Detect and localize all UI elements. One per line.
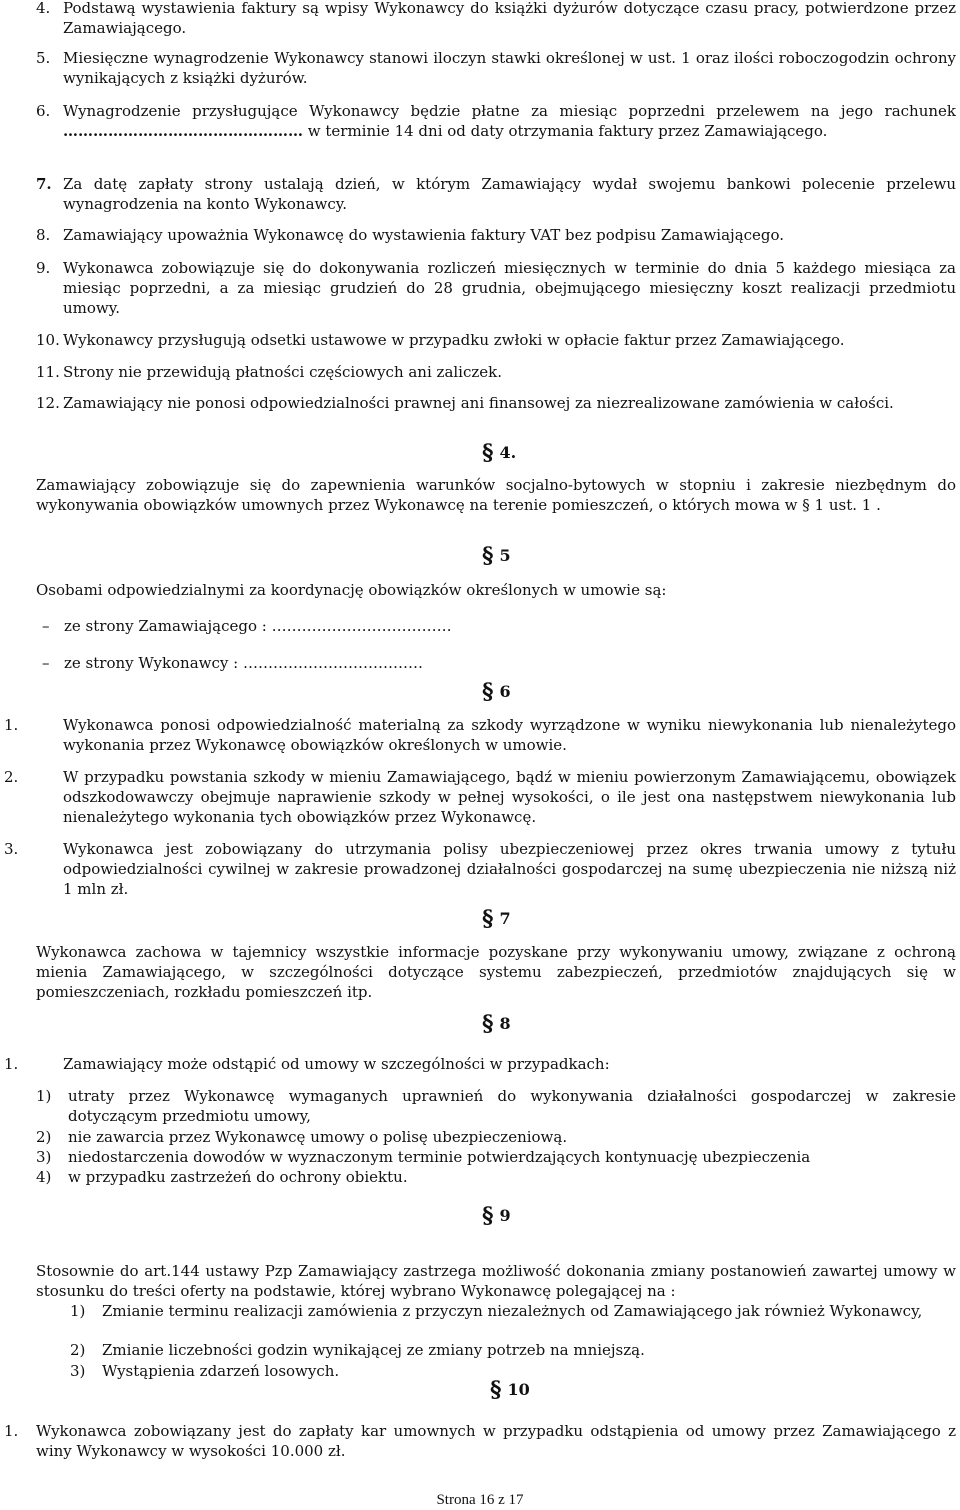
list-item xyxy=(4,1054,956,1074)
list-item xyxy=(36,258,956,318)
section-heading-10: § 10 xyxy=(490,1377,530,1403)
sub-item: 3) Wystąpienia zdarzeń losowych. xyxy=(70,1362,340,1380)
list-item xyxy=(36,393,956,413)
item-text: Wykonawcy przysługują odsetki ustawowe w przypadku zwłoki w opłacie faktur przez Zamawiającego. xyxy=(63,331,845,349)
list-item xyxy=(4,839,956,899)
list-item xyxy=(36,0,956,38)
section-heading-8: § 8 xyxy=(482,1011,511,1037)
section-heading-6: § 6 xyxy=(482,679,511,705)
list-item xyxy=(4,1421,956,1461)
list-item xyxy=(36,101,956,141)
item-number: 2. xyxy=(4,768,19,786)
list-item xyxy=(36,48,956,88)
section-sign: § xyxy=(490,1377,502,1403)
list-item xyxy=(36,330,956,350)
item-number: 11. xyxy=(36,363,60,381)
item-number: 4. xyxy=(36,0,51,17)
item-text: Miesięczne wynagrodzenie Wykonawcy stanowi iloczyn stawki określonej w ust. 1 oraz ilości roboczogodzin ochrony wynikających z książki dyżurów. xyxy=(63,49,956,87)
section-sign: § xyxy=(482,679,494,705)
section-sign: § xyxy=(482,440,494,466)
account-number-blank: ………………………………………… xyxy=(63,122,303,140)
list-item xyxy=(36,362,956,382)
section-sign: § xyxy=(482,906,494,932)
item-number: 1. xyxy=(4,716,19,734)
item-text: Zamawiający może odstąpić od umowy w szczególności w przypadkach: xyxy=(63,1055,610,1073)
list-item xyxy=(36,174,956,214)
item-text: Wykonawca jest zobowiązany do utrzymania polisy ubezpieczeniowej przez okres trwania umowy z tytułu odpowiedzialności cywilnej w zakresie prowadzonej działalności gospodarczej na sumę ubezpieczenia nie niższą niż 1 mln zł. xyxy=(63,840,956,898)
list-item xyxy=(36,225,956,245)
coordinator-line-employer: – ze strony Zamawiającego : ……………………………… xyxy=(42,617,452,635)
item-text: Wykonawca zobowiązany jest do zapłaty kar umownych w przypadku odstąpienia od umowy przez Zamawiającego z winy Wykonawcy w wysokości 10.000 zł. xyxy=(36,1422,956,1460)
sub-item: 2) nie zawarcia przez Wykonawcę umowy o polisę ubezpieczeniową. xyxy=(36,1128,568,1146)
item-text: W przypadku powstania szkody w mieniu Zamawiającego, bądź w mieniu powierzonym Zamawiającemu, obowiązek odszkodowawczy obejmuje naprawienie szkody w pełnej wysokości, o ile jest ona następstwem niewykonania lub nienależytego wykonania tych obowiązków przez Wykonawcę. xyxy=(63,768,956,826)
paragraph-4: Zamawiający zobowiązuje się do zapewnienia warunków socjalno-bytowych w stopniu i zakresie niezbędnym do wykonywania obowiązków umownych przez Wykonawcę na terenie pomieszczeń, o których mowa w § 1 ust. 1 . xyxy=(36,476,956,514)
item-text: Wynagrodzenie przysługujące Wykonawcy będzie płatne za miesiąc poprzedni przelewem na jego rachunek ………………………………………… w terminie 14 dni od daty otrzymania faktury przez Zamawiającego. xyxy=(63,102,956,140)
item-number: 1. xyxy=(4,1055,19,1073)
section-sign: § xyxy=(482,1203,494,1229)
item-text: Strony nie przewidują płatności częściowych ani zaliczek. xyxy=(63,363,503,381)
item-text: Za datę zapłaty strony ustalają dzień, w którym Zamawiający wydał swojemu bankowi polecenie przelewu wynagrodzenia na konto Wykonawcy. xyxy=(63,175,956,213)
sub-item: 1) utraty przez Wykonawcę wymaganych uprawnień do wykonywania działalności gospodarczej w zakresie dotyczącym przedmiotu umowy, xyxy=(36,1087,956,1125)
item-text: Zamawiający nie ponosi odpowiedzialności prawnej ani finansowej za niezrealizowane zamówienia w całości. xyxy=(63,394,894,412)
item-text: Zamawiający upoważnia Wykonawcę do wystawienia faktury VAT bez podpisu Zamawiającego. xyxy=(63,226,785,244)
paragraph-7: Wykonawca zachowa w tajemnicy wszystkie informacje pozyskane przy wykonywaniu umowy, związane z ochroną mienia Zamawiającego, w szczególności dotyczące systemu zabezpieczeń, przedmiotów znajdujących się w pomieszczeniach, rozkładu pomieszczeń itp. xyxy=(36,943,956,1001)
section-heading-9: § 9 xyxy=(482,1203,511,1229)
sub-item: 4) w przypadku zastrzeżeń do ochrony obiektu. xyxy=(36,1168,408,1186)
item-number: 10. xyxy=(36,331,60,349)
sub-item: 3) niedostarczenia dowodów w wyznaczonym terminie potwierdzających kontynuację ubezpieczenia xyxy=(36,1148,811,1166)
coordinator-line-contractor: – ze strony Wykonawcy : ……………………………… xyxy=(42,654,423,672)
sub-item: 2) Zmianie liczebności godzin wynikającej ze zmiany potrzeb na mniejszą. xyxy=(70,1341,645,1359)
item-text: Wykonawca ponosi odpowiedzialność materialną za szkody wyrządzone w wyniku niewykonania lub nienależytego wykonania przez Wykonawcę obowiązków określonych w umowie. xyxy=(63,716,956,754)
page-number-footer: Strona 16 z 17 xyxy=(436,1492,524,1508)
sub-item: 1) Zmianie terminu realizacji zamówienia z przyczyn niezależnych od Zamawiającego jak również Wykonawcy, xyxy=(70,1302,923,1320)
item-number: 12. xyxy=(36,394,60,412)
section-heading-7: § 7 xyxy=(482,906,511,932)
item-number: 6. xyxy=(36,102,51,120)
paragraph-9-intro: Stosownie do art.144 ustawy Pzp Zamawiający zastrzega możliwość dokonania zmiany postanowień zawartej umowy w stosunku do treści oferty na podstawie, której wybrano Wykonawcę polegającej na : xyxy=(36,1262,956,1300)
item-text: Podstawą wystawienia faktury są wpisy Wykonawcy do książki dyżurów dotyczące czasu pracy, potwierdzone przez Zamawiającego. xyxy=(63,0,956,37)
item-number: 5. xyxy=(36,49,51,67)
section-heading-4: § 4. xyxy=(482,440,517,466)
item-text: Wykonawca zobowiązuje się do dokonywania rozliczeń miesięcznych w terminie do dnia 5 każdego miesiąca za miesiąc poprzedni, a za miesiąc grudzień do 28 grudnia, obejmującego miesięczny koszt realizacji przedmiotu umowy. xyxy=(63,259,956,317)
item-number: 9. xyxy=(36,259,51,277)
item-number: 7. xyxy=(36,175,52,193)
item-number: 3. xyxy=(4,840,19,858)
section-sign: § xyxy=(482,1011,494,1037)
section-heading-5: § 5 xyxy=(482,543,511,569)
coordinators-intro: Osobami odpowiedzialnymi za koordynację obowiązków określonych w umowie są: xyxy=(36,581,667,599)
item-number: 8. xyxy=(36,226,51,244)
list-item xyxy=(4,767,956,827)
section-sign: § xyxy=(482,543,494,569)
list-item xyxy=(4,715,956,755)
item-number: 1. xyxy=(4,1422,19,1440)
